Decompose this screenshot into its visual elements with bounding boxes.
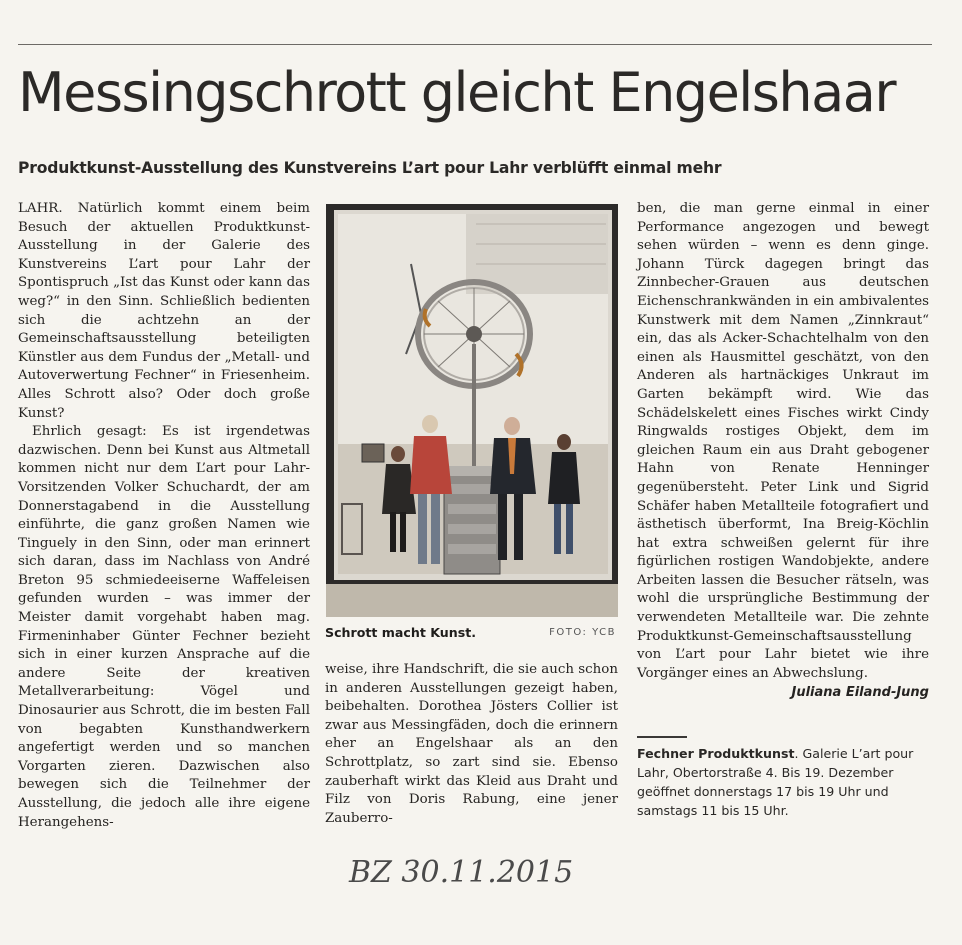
headline: Messingschrott gleicht Engelshaar — [18, 61, 896, 124]
article-column-2 — [325, 661, 618, 828]
top-rule — [18, 44, 932, 45]
photo-caption — [325, 625, 618, 640]
handwritten-date-note — [345, 840, 574, 900]
paragraph: LAHR. Natürlich kommt einem beim Besuch der aktuellen Produktkunst-Ausstellung in der Galerie des Kunstvereins L’art pour Lahr der Spontispruch „Ist das Kunst oder kann das weg?“ in den Sinn. Schließlich bedienten sich die achtzehn an der Gemeinschaftsausstellung beteiligten Künstler aus dem Fundus der „Metall- und Autoverwertung Fechner“ in Friesenheim. Alles Schrott also? Oder doch große Kunst? — [18, 201, 310, 421]
photo-illustration — [326, 204, 618, 617]
paragraph: ben, die man gerne einmal in einer Performance angezogen und bewegt sehen würden – wenn es denn ginge. Johann Türck dagegen bringt das Zinnbecher-Grauen aus deutschen Eichenschrankwänden in ein ambivalentes Kunstwerk mit dem Namen „Zinnkraut“ ein, das als Acker-Schachtelhalm von den einen als Hausmittel geschätzt, von den Anderen als hartnäckiges Unkraut im Garten bekämpft wird. Wie das Schädelskelett eines Fisches wirkt Cindy Ringwalds rostiges Objekt, dem im gleichen Raum ein aus Draht gebogener Hahn von Renate Henninger gegenübersteht. Peter Link und Sigrid Schäfer haben Metallteile fotografiert und ästhetisch überformt, Ina Breig-Köchlin hat extra schweißen gelernt für ihre figürlichen rostigen Wandobjekte, andere Arbeiten lassen die Besucher rätseln, was wohl die ursprüngliche Bestimmung der verwendeten Metallteile war. Die zehnte Produktkunst-Gemeinschaftsausstellung von L’art pour Lahr bietet wie ihre Vorgänger eines an Abwechslung. — [637, 201, 929, 681]
info-title: Fechner Produktkunst — [637, 746, 795, 761]
paragraph: weise, ihre Handschrift, die sie auch schon in anderen Ausstellungen gezeigt haben, beibehalten. Dorothea Jösters Collier ist zwar aus Messingfäden, doch die erinnern eher an Engelshaar als an den Schrottplatz, so zart sind sie. Ebenso zauberhaft wirkt das Kleid aus Draht und Filz von Doris Rabung, eine jener Zauberro- — [325, 662, 618, 826]
info-text: . Galerie L’art pour Lahr, Obertorstraße 4. Bis 19. Dezember geöffnet donnerstags 17 bis 19 Uhr und samstags 11 bis 15 Uhr. — [637, 746, 914, 818]
article-photo — [326, 204, 618, 617]
handwritten-date-text: BZ 30.11.2015 — [349, 855, 574, 890]
photo-credit: FOTO: YCB — [549, 627, 616, 638]
article-column-3 — [637, 200, 929, 703]
author-byline: Juliana Eiland-Jung — [791, 685, 929, 701]
subheadline: Produktkunst-Ausstellung des Kunstvereins L’art pour Lahr verblüfft einmal mehr — [18, 159, 722, 177]
caption-text: Schrott macht Kunst. — [325, 625, 477, 640]
info-rule — [637, 736, 687, 738]
article-column-1 — [18, 200, 310, 832]
event-info-box — [637, 744, 937, 820]
paragraph: Ehrlich gesagt: Es ist irgendetwas dazwischen. Denn bei Kunst aus Altmetall kommen nicht nur dem L’art pour Lahr-Vorsitzenden Volker Schuchardt, der am Donnerstagabend in die Ausstellung einführte, die ganz großen Namen wie Tinguely in den Sinn, oder man erinnert sich daran, dass im Nachlass von André Breton 95 schmiedeeiserne Waffeleisen gefunden wurden – was immer der Meister damit vorgehabt haben mag. Firmeninhaber Günter Fechner bezieht sich in einer kurzen Ansprache auf die andere Seite der kreativen Metallverarbeitung: Vögel und Dinosaurier aus Schrott, die im besten Fall von begabten Kunsthandwerkern angefertigt werden und so manchen Vorgarten zieren. Dazwischen also bewegen sich die Teilnehmer der Ausstellung, die jedoch alle ihre eigene Herangehens- — [18, 424, 310, 830]
